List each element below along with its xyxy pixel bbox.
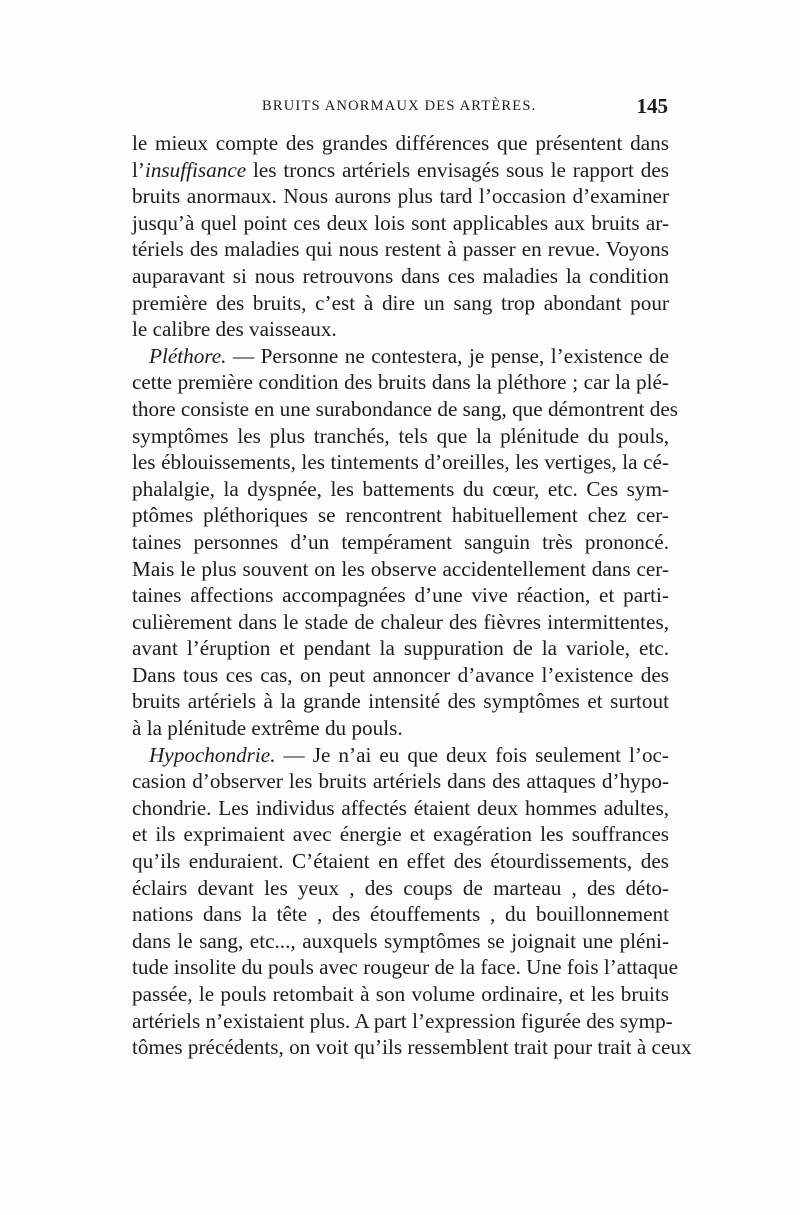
text-fragment: avant l’éruption et pendant la suppuration de la variole, etc.: [132, 636, 669, 661]
text-fragment: le mieux compte des grandes différences que présentent dans: [132, 131, 669, 155]
text-fragment: bruits artériels à la grande intensité des symptômes et surtout: [132, 689, 669, 714]
text-line: [132, 662, 669, 689]
text-line: [132, 875, 669, 902]
text-fragment: première des bruits, c’est à dire un sang trop abondant pour: [132, 290, 669, 315]
text-fragment: bruits anormaux. Nous aurons plus tard l’occasion d’examiner: [132, 184, 669, 209]
text-fragment: — Je n’ai eu que deux fois seulement l’oc-: [275, 742, 669, 767]
text-fragment: à la plénitude extrême du pouls.: [132, 716, 403, 741]
italic-term: Hypochondrie.: [149, 742, 276, 767]
text-fragment: passée, le pouls retombait à son volume ordinaire, et les bruits: [132, 982, 669, 1006]
italic-term: insuffisance: [144, 157, 247, 182]
text-fragment: Dans tous ces cas, on peut annoncer d’avance l’existence des: [132, 662, 669, 687]
text-line: [132, 396, 678, 423]
text-fragment: dans le sang, etc..., auxquels symptômes se joignait une pléni-: [132, 928, 669, 953]
text-line: [132, 981, 669, 1008]
text-line: [132, 928, 669, 955]
text-line: [132, 449, 669, 476]
text-line: [132, 821, 669, 848]
text-line: [132, 635, 669, 662]
text-line: [132, 343, 669, 370]
text-line: [132, 130, 669, 157]
text-fragment: phalalgie, la dyspnée, les battements du cœur, etc. Ces sym-: [132, 476, 669, 501]
text-line: [132, 742, 669, 769]
text-line: [132, 476, 669, 503]
body-text: [132, 130, 692, 1061]
text-fragment: tômes précédents, on voit qu’ils ressemblent trait pour trait à ceux: [132, 1035, 692, 1060]
text-line: [132, 848, 669, 875]
text-fragment: symptômes les plus tranchés, tels que la plénitude du pouls,: [132, 423, 669, 448]
text-line: [132, 556, 669, 583]
text-line: [132, 582, 669, 609]
text-line: [132, 369, 669, 396]
text-fragment: le calibre des vaisseaux.: [132, 317, 337, 342]
text-line: [132, 715, 669, 742]
text-line: [132, 1008, 673, 1035]
text-line: [132, 316, 669, 343]
text-fragment: taines personnes d’un tempérament sanguin très prononcé.: [132, 529, 669, 554]
text-line: [132, 263, 669, 290]
text-line: [132, 157, 669, 184]
text-fragment: les éblouissements, les tintements d’oreilles, les vertiges, la cé-: [132, 450, 669, 475]
text-fragment: qu’ils enduraient. C’étaient en effet des étourdissements, des: [132, 849, 669, 874]
text-fragment: l’: [132, 157, 145, 182]
text-line: [132, 423, 669, 450]
running-title: BRUITS ANORMAUX DES ARTÈRES.: [262, 98, 537, 114]
text-fragment: thore consiste en une surabondance de sang, que démontrent des: [132, 396, 678, 421]
text-fragment: — Personne ne contestera, je pense, l’existence de: [226, 343, 669, 368]
italic-term: Pléthore.: [149, 343, 227, 368]
text-line: [132, 609, 669, 636]
text-line: [132, 1034, 692, 1061]
text-fragment: éclairs devant les yeux , des coups de marteau , des déto-: [132, 875, 669, 900]
text-line: [132, 688, 669, 715]
text-fragment: chondrie. Les individus affectés étaient deux hommes adultes,: [132, 795, 669, 820]
text-fragment: ptômes pléthoriques se rencontrent habituellement chez cer-: [132, 503, 669, 528]
text-fragment: jusqu’à quel point ces deux lois sont applicables aux bruits ar-: [132, 210, 669, 235]
text-fragment: casion d’observer les bruits artériels dans des attaques d’hypo-: [132, 769, 669, 794]
text-line: [132, 290, 669, 317]
text-fragment: les troncs artériels envisagés sous le rapport des: [246, 157, 669, 182]
text-line: [132, 236, 669, 263]
text-line: [132, 954, 678, 981]
text-fragment: culièrement dans le stade de chaleur des fièvres intermittentes,: [132, 609, 669, 634]
text-fragment: tude insolite du pouls avec rougeur de la face. Une fois l’attaque: [132, 955, 678, 980]
text-fragment: artériels n’existaient plus. A part l’expression figurée des symp-: [132, 1008, 673, 1033]
text-fragment: cette première condition des bruits dans la pléthore ; car la plé-: [132, 370, 669, 395]
text-line: [132, 502, 669, 529]
text-fragment: auparavant si nous retrouvons dans ces maladies la condition: [132, 263, 669, 288]
page-number: 145: [636, 94, 668, 118]
page-header: [132, 94, 668, 124]
text-line: [132, 210, 669, 237]
text-line: [132, 529, 669, 556]
text-line: [132, 183, 669, 210]
text-fragment: tériels des maladies qui nous restent à passer en revue. Voyons: [132, 237, 669, 262]
text-line: [132, 768, 669, 795]
text-fragment: nations dans la tête , des étouffements , du bouillonnement: [132, 902, 669, 927]
text-fragment: Mais le plus souvent on les observe accidentellement dans cer-: [132, 556, 669, 581]
text-fragment: et ils exprimaient avec énergie et exagération les souffrances: [132, 822, 669, 847]
text-fragment: taines affections accompagnées d’une vive réaction, et parti-: [132, 583, 669, 608]
text-line: [132, 795, 669, 822]
text-line: [132, 901, 669, 928]
